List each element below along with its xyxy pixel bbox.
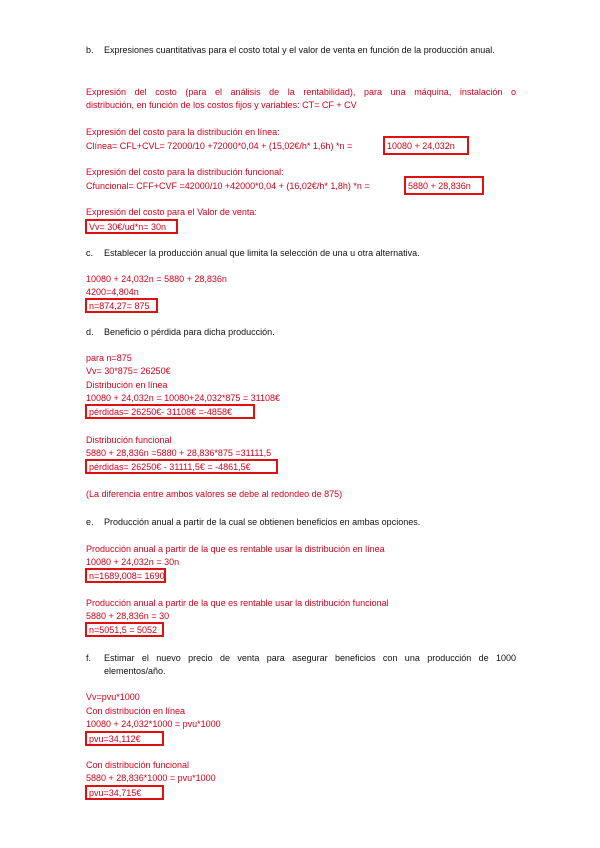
funcional-profit-title: Producción anual a partir de la que es rentable usar la distribución funcional [86, 598, 389, 608]
funcional-cost-result: 5880 + 28,836n [404, 176, 484, 195]
linea-price-eq: 10080 + 24,032*1000 = pvu*1000 [86, 719, 221, 729]
linea-price-result: pvu=34,112€ [85, 731, 164, 746]
funcional-price-title: Con distribución funcional [86, 760, 190, 770]
linea-price-title: Con distribución en línea [86, 706, 186, 716]
question-text: Establecer la producción anual que limita la selección de una u otra alternativa. [104, 248, 420, 258]
funcional-cost-title: Expresión del costo para la distribución funcional: [86, 167, 284, 177]
question-text: Producción anual a partir de la cual se obtienen beneficios en ambas opciones. [104, 517, 421, 527]
break-even-result: n=874,27= 875 [85, 298, 158, 313]
cost-intro-line1: Expresión del costo (para el análisis de la rentabilidad), para una máquina, instalación o [86, 87, 516, 97]
question-b [86, 44, 516, 57]
question-label: c. [86, 248, 94, 258]
linea-profit-eq: 10080 + 24,032n = 30n [86, 557, 180, 567]
sale-price-formula: Vv=pvu*1000 [86, 692, 140, 702]
sale-value-calc: Vv= 30*875= 26250€ [86, 366, 171, 376]
question-d [86, 326, 516, 339]
funcional-cost-calc: 5880 + 28,836n =5880 + 28,836*875 =31111,5 [86, 448, 272, 458]
question-label: b. [86, 45, 94, 55]
linea-cost-formula: Clínea= CFL+CVL= 72000/10 +72000*0,04 + (15,02€/h* 1,6h) *n = [86, 141, 353, 151]
linea-cost-result: 10080 + 24,032n [383, 136, 469, 155]
funcional-profit-eq: 5880 + 28,836n = 30 [86, 611, 170, 621]
question-text: Estimar el nuevo precio de venta para asegurar beneficios con una producción de 1000 elementos/año. [104, 653, 516, 676]
question-c [86, 247, 516, 260]
sale-value-result: Vv= 30€/ud*n= 30n [85, 219, 178, 234]
question-label: f. [86, 653, 92, 663]
question-label: d. [86, 327, 94, 337]
break-even-equation: 10080 + 24,032n = 5880 + 28,836n [86, 274, 227, 284]
linea-cost-title: Expresión del costo para la distribución en línea: [86, 127, 280, 137]
funcional-cost-formula: Cfuncional= CFF+CVF =42000/10 +42000*0,04 + (16,02€/h* 1,8h) *n = [86, 181, 370, 191]
question-text: Beneficio o pérdida para dicha producción. [104, 327, 275, 337]
linea-title: Distribución en línea [86, 380, 168, 390]
break-even-simplified: 4200=4,804n [86, 287, 139, 297]
cost-intro-line2: distribución, en función de los costos fijos y variables: CT= CF + CV [86, 100, 357, 110]
sale-value-title: Expresión del costo para el Valor de venta: [86, 207, 257, 217]
funcional-profit-result: n=5051,5 = 5052 [85, 622, 164, 637]
production-value: para n=875 [86, 353, 132, 363]
funcional-price-eq: 5880 + 28,836*1000 = pvu*1000 [86, 773, 216, 783]
funcional-price-result: pvu=34,715€ [85, 785, 164, 800]
funcional-loss-result: pérdidas= 26250€ - 31111,5€ = -4861,5€ [85, 459, 278, 474]
linea-loss-result: pérdidas= 26250€- 31108€ =-4858€ [85, 404, 255, 419]
linea-profit-title: Producción anual a partir de la que es rentable usar la distribución en línea [86, 544, 385, 554]
question-f [86, 652, 516, 678]
linea-profit-result: n=1689,008= 1690 [85, 568, 166, 583]
funcional-title: Distribución funcional [86, 435, 172, 445]
question-e [86, 516, 516, 529]
question-label: e. [86, 517, 94, 527]
rounding-note: (La diferencia entre ambos valores se debe al redondeo de 875) [86, 489, 343, 499]
question-text: Expresiones cuantitativas para el costo total y el valor de venta en función de la producción anual. [104, 45, 495, 55]
linea-cost-calc: 10080 + 24,032n = 10080+24,032*875 = 31108€ [86, 393, 281, 403]
